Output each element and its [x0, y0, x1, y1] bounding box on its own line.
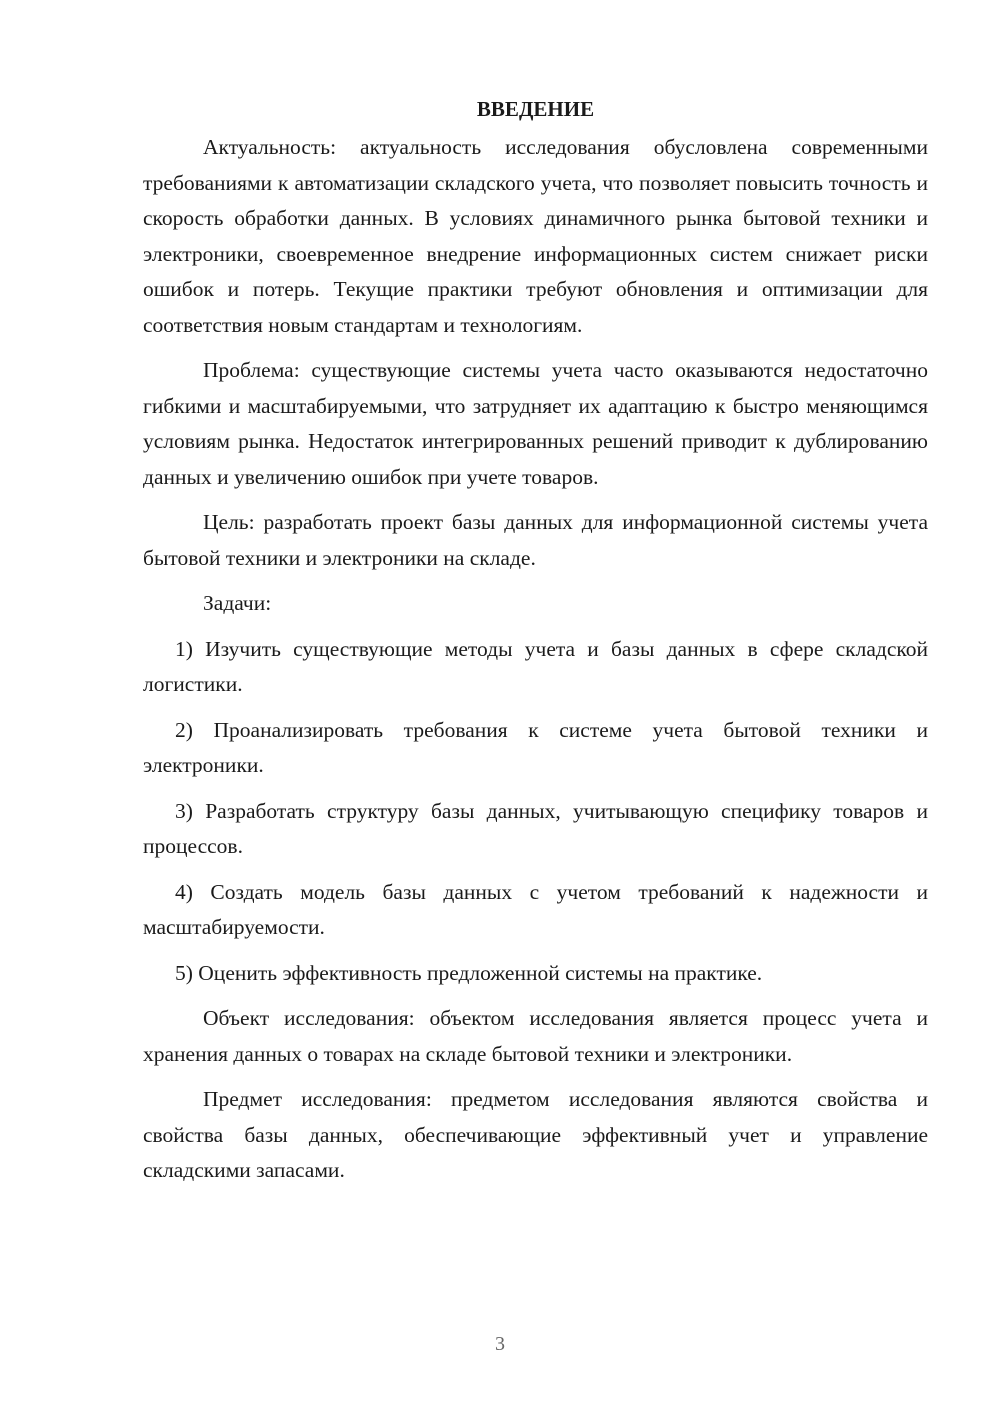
page-number: 3	[495, 1333, 505, 1355]
document-page	[143, 92, 928, 1189]
paragraph-object: Объект исследования: объектом исследования является процесс учета и хранения данных о товарах на складе бытовой техники и электроники.	[143, 1006, 928, 1066]
paragraph-goal: Цель: разработать проект базы данных для информационной системы учета бытовой техники и электроники на складе.	[143, 510, 928, 570]
paragraph-problem: Проблема: существующие системы учета часто оказываются недостаточно гибкими и масштабируемыми, что затрудняет их адаптацию к быстро меняющимся условиям рынка. Недостаток интегрированных решений приводит к дублированию данных и увеличению ошибок при учете товаров.	[143, 358, 928, 489]
paragraph-relevance: Актуальность: актуальность исследования обусловлена современными требованиями к автоматизации складского учета, что позволяет повысить точность и скорость обработки данных. В условиях динамичного рынка бытовой техники и электроники, своевременное внедрение информационных систем снижает риски ошибок и потерь. Текущие практики требуют обновления и оптимизации для соответствия новым стандартам и технологиям.	[143, 135, 928, 337]
task-item: 3) Разработать структуру базы данных, учитывающую специфику товаров и процессов.	[143, 798, 928, 858]
task-item: 5) Оценить эффективность предложенной системы на практике.	[175, 960, 763, 985]
task-item: 1) Изучить существующие методы учета и базы данных в сфере складской логистики.	[143, 636, 928, 696]
task-item: 2) Проанализировать требования к системе учета бытовой техники и электроники.	[143, 717, 928, 777]
task-item: 4) Создать модель базы данных с учетом требований к надежности и масштабируемости.	[143, 879, 928, 939]
paragraph-subject: Предмет исследования: предметом исследования являются свойства и свойства базы данных, обеспечивающие эффективный учет и управление складскими запасами.	[143, 1087, 928, 1182]
paragraph-tasks-heading: Задачи:	[203, 591, 272, 615]
page-title: ВВЕДЕНИЕ	[476, 97, 595, 121]
